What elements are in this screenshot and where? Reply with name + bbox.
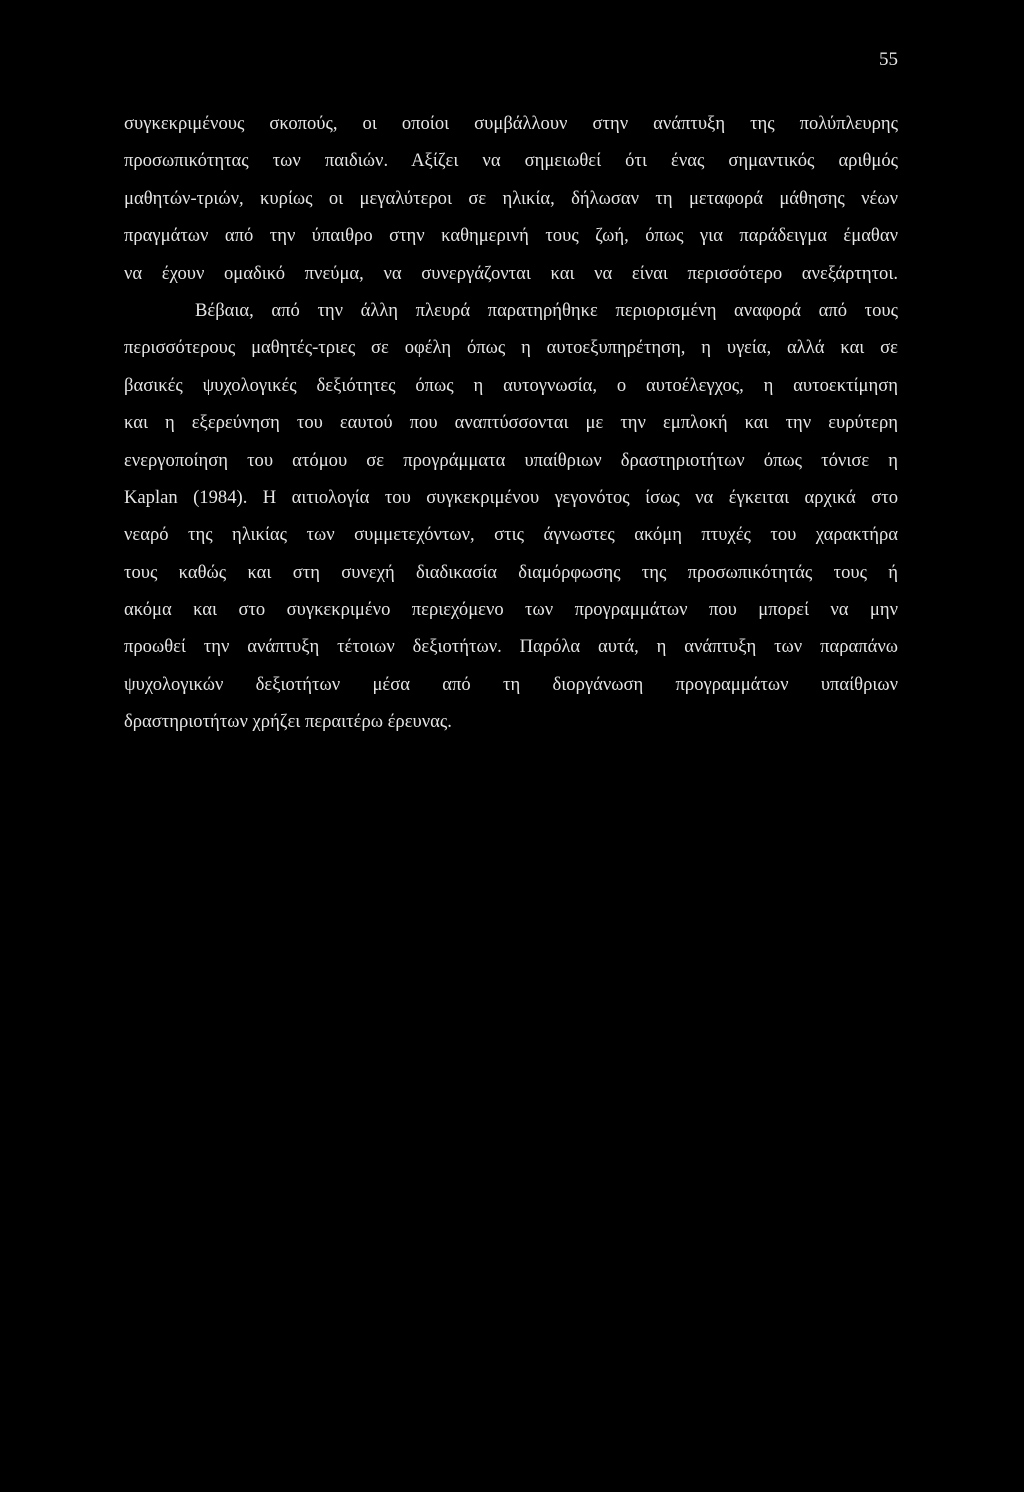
- text-line: πραγμάτων από την ύπαιθρο στην καθημερινή τους ζωή, όπως για παράδειγμα έμαθαν: [124, 225, 898, 247]
- text-line: ψυχολογικών δεξιοτήτων μέσα από τη διοργάνωση προγραμμάτων υπαίθριων: [124, 673, 898, 695]
- page-number: 55: [879, 49, 898, 70]
- text-line: Βέβαια, από την άλλη πλευρά παρατηρήθηκε περιορισμένη αναφορά από τους: [195, 299, 898, 321]
- text-line: προωθεί την ανάπτυξη τέτοιων δεξιοτήτων. Παρόλα αυτά, η ανάπτυξη των παραπάνω: [124, 636, 898, 658]
- text-line: να έχουν ομαδικό πνεύμα, να συνεργάζονται και να είναι περισσότερο ανεξάρτητοι.: [124, 262, 898, 284]
- text-line: ενεργοποίηση του ατόμου σε προγράμματα υπαίθριων δραστηριοτήτων όπως τόνισε η: [124, 449, 898, 471]
- body-text: [124, 105, 898, 741]
- text-line: Kaplan (1984). Η αιτιολογία του συγκεκριμένου γεγονότος ίσως να έγκειται αρχικά στο: [124, 486, 898, 508]
- text-line: μαθητών-τριών, κυρίως οι μεγαλύτεροι σε ηλικία, δήλωσαν τη μεταφορά μάθησης νέων: [124, 187, 898, 209]
- text-line: περισσότερους μαθητές-τριες σε οφέλη όπως η αυτοεξυπηρέτηση, η υγεία, αλλά και σε: [124, 337, 898, 359]
- text-line: νεαρό της ηλικίας των συμμετεχόντων, στις άγνωστες ακόμη πτυχές του χαρακτήρα: [124, 524, 898, 546]
- text-line: και η εξερεύνηση του εαυτού που αναπτύσσονται με την εμπλοκή και την ευρύτερη: [124, 412, 898, 434]
- text-line: προσωπικότητας των παιδιών. Αξίζει να σημειωθεί ότι ένας σημαντικός αριθμός: [124, 150, 898, 172]
- text-line: τους καθώς και στη συνεχή διαδικασία διαμόρφωσης της προσωπικότητάς τους ή: [124, 561, 898, 583]
- text-line: δραστηριοτήτων χρήζει περαιτέρω έρευνας.: [124, 711, 452, 733]
- text-line: ακόμα και στο συγκεκριμένο περιεχόμενο των προγραμμάτων που μπορεί να μην: [124, 599, 898, 621]
- text-line: βασικές ψυχολογικές δεξιότητες όπως η αυτογνωσία, ο αυτοέλεγχος, η αυτοεκτίμηση: [124, 374, 898, 396]
- text-line: συγκεκριμένους σκοπούς, οι οποίοι συμβάλλουν στην ανάπτυξη της πολύπλευρης: [124, 113, 898, 134]
